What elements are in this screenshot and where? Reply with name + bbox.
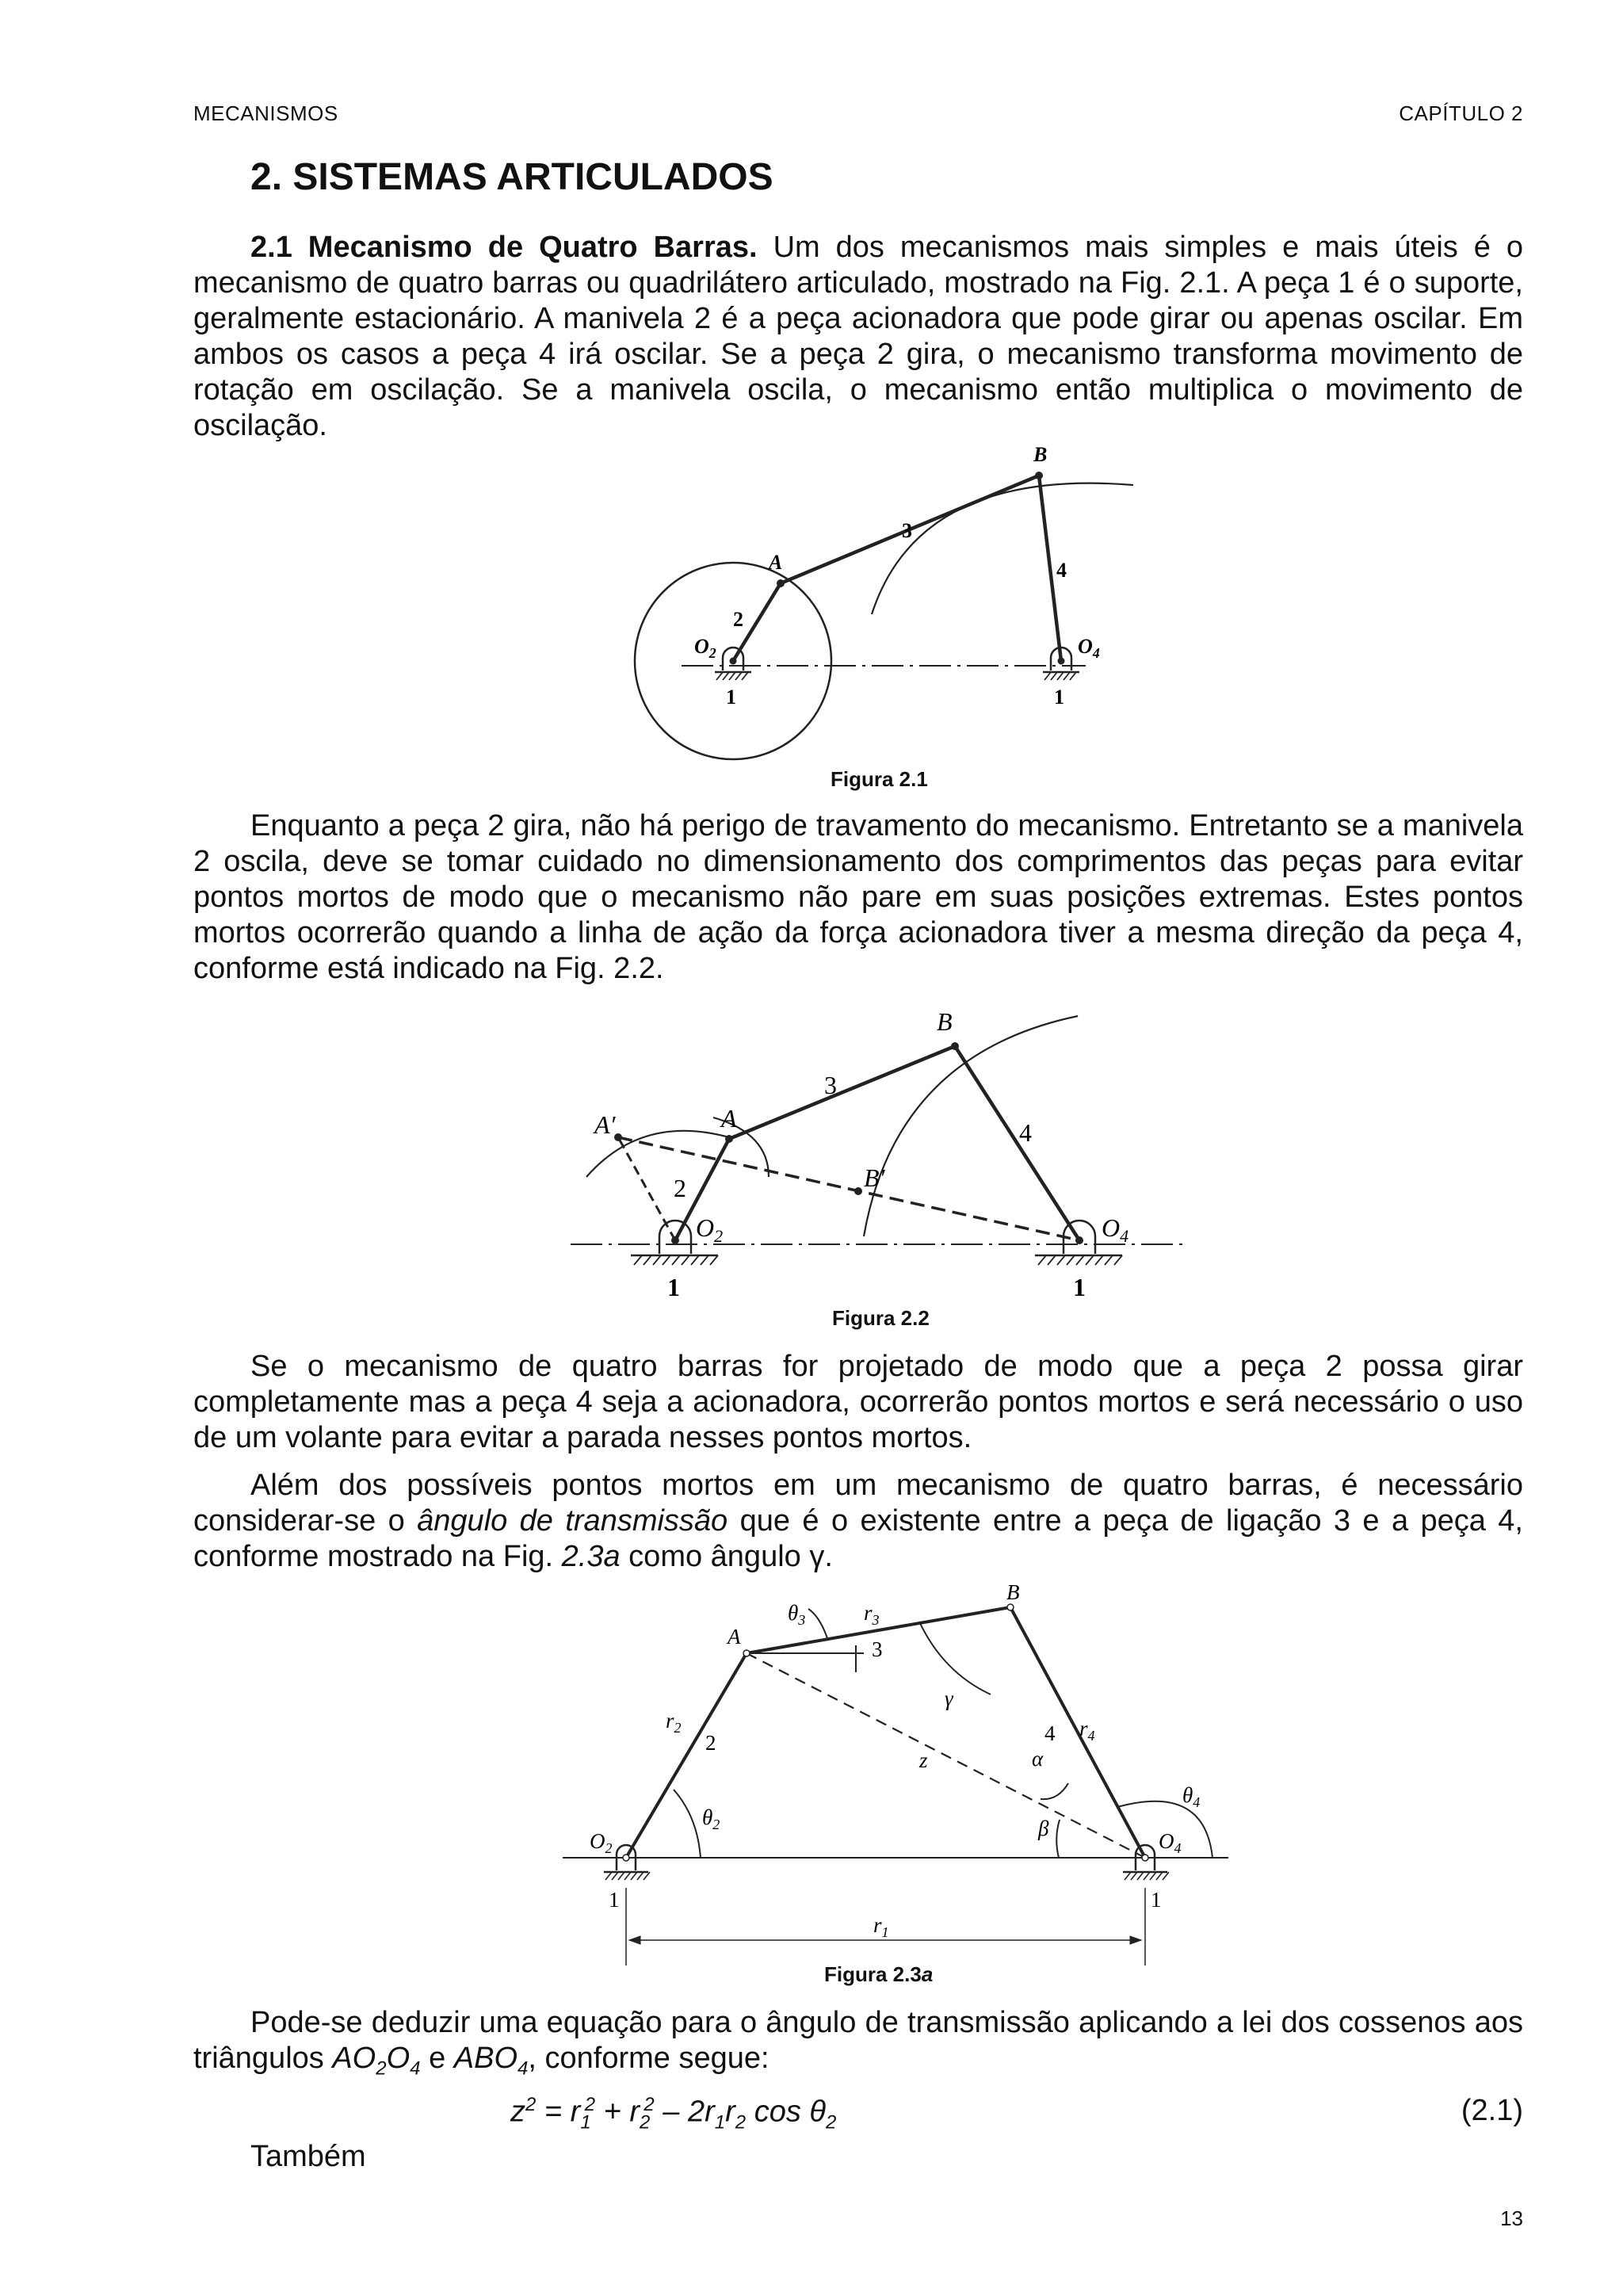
paragraph-transmission-angle: [193, 1468, 1523, 1575]
fig3-label-theta4: $\theta_4$: [1182, 1783, 1201, 1810]
fig3-label-b: B: [1006, 1580, 1020, 1604]
fig3-label-3: 3: [872, 1637, 883, 1661]
diagonal-z: [747, 1653, 1145, 1858]
chapter-title: 2. SISTEMAS ARTICULADOS: [250, 156, 773, 198]
paragraph-law-of-cosines: [193, 2005, 1523, 2087]
fig3-label-alpha: α: [1032, 1747, 1044, 1771]
fig2-label-4: 4: [1019, 1118, 1032, 1147]
figure-2-3a-caption: [824, 1962, 933, 1987]
link-2-prime: [618, 1137, 675, 1240]
triangle-abo4: $ABO_4$: [453, 2042, 529, 2080]
triangle-ao2o4: $AO_2O_4$: [332, 2042, 421, 2080]
paragraph-dead-points: [193, 808, 1523, 987]
paragraph-intro: [193, 230, 1523, 444]
header-right: CAPÍTULO 2: [1399, 101, 1523, 125]
fig3-label-gamma: γ: [945, 1687, 953, 1710]
theta2-arc: [674, 1790, 701, 1858]
figure-2-1-caption: Figura 2.1: [831, 767, 928, 791]
theta3-arrow: [808, 1609, 828, 1641]
term-transmission-angle: ângulo de transmissão: [417, 1504, 728, 1538]
link-3: [729, 1046, 955, 1139]
fig3-label-o4: $O_4$: [1159, 1829, 1182, 1856]
fig2-label-o2: $O_2$: [696, 1213, 724, 1246]
p4-text-b: que é o existente entre a peça de ligação 3 e a peça 4, conforme mostrado na Fig.: [193, 1504, 1523, 1573]
fig2-label-2: 2: [674, 1174, 686, 1202]
equation-2-1: $z^2 = r_1^2 + r_2^2 - 2r_1r_2$ $\cos \theta_2$: [510, 2094, 837, 2134]
p5-text-end: , conforme segue:: [528, 2042, 769, 2075]
paragraph-dead-points-text: Enquanto a peça 2 gira, não há perigo de travamento do mecanismo. Entretanto se a manivela 2 oscila, deve se tomar cuidado no dimensionamento dos comprimentos das peças para evitar pontos mortos de modo que o mecanismo não pare em suas posições extremas. Estes pontos mortos ocorrerão quando a linha de ação da força acionadora tiver a mesma direção da peça 4, conforme está indicado na Fig. 2.2.: [193, 809, 1523, 985]
p4-text-a: Além dos possíveis pontos mortos em um mecanismo de quatro barras, é necessário considerar-se o: [193, 1469, 1523, 1538]
equation-number: (2.1): [1461, 2094, 1523, 2127]
fig3-label-2: 2: [705, 1731, 716, 1755]
figure-2-3a-caption-text: Figura 2.3: [824, 1962, 922, 1986]
fig2-label-a: A: [721, 1104, 737, 1133]
fig1-label-b: B: [1033, 443, 1048, 466]
fig2-label-3: 3: [824, 1071, 837, 1099]
fig2-ground-1b: 1: [1073, 1273, 1086, 1301]
section-heading: 2.1 Mecanismo de Quatro Barras.: [250, 231, 758, 264]
fig1-label-2: 2: [733, 608, 743, 631]
fig2-label-o4: $O_4$: [1102, 1213, 1129, 1246]
fig1-label-3: 3: [902, 519, 912, 542]
fig1-label-o2: $O_2$: [694, 635, 716, 661]
fig2-label-b-prime: B′: [864, 1163, 885, 1192]
figure-2-2-caption: Figura 2.2: [832, 1306, 930, 1330]
fig2-ground-1a: 1: [667, 1273, 680, 1301]
p4-text-c: como ângulo γ.: [620, 1540, 833, 1573]
fig1-label-a: A: [769, 551, 783, 574]
fig3-ground-1b: 1: [1151, 1888, 1162, 1912]
header-left: MECANISMOS: [193, 101, 338, 125]
fig1-label-o4: $O_4$: [1078, 635, 1100, 661]
figure-2-1: [618, 444, 1157, 761]
fig1-ground-1b: 1: [1054, 686, 1064, 709]
figure-2-3a-caption-suffix: a: [921, 1962, 934, 1986]
fig1-label-4: 4: [1056, 559, 1067, 582]
paragraph-intro-text: Um dos mecanismos mais simples e mais úteis é o mecanismo de quatro barras ou quadrilátero articulado, mostrado na Fig. 2.1. A peça 1 é o suporte, geralmente estacionário. A manivela 2 é a peça acionadora que pode girar ou apenas oscilar. Em ambos os casos a peça 4 irá oscilar. Se a peça 2 gira, o mecanismo transforma movimento de rotação em oscilação. Se a manivela oscila, o mecanismo então multiplica o movimento de oscilação.: [193, 231, 1523, 442]
figure-2-3a: [547, 1580, 1244, 1973]
fig2-label-b: B: [937, 1007, 953, 1036]
paragraph-flywheel-text: Se o mecanismo de quatro barras for projetado de modo que a peça 2 possa girar completamente mas a peça 4 seja a acionadora, ocorrerão pontos mortos e será necessário o uso de um volante para evitar a parada nesses pontos mortos.: [193, 1350, 1523, 1454]
link-4: [1010, 1607, 1145, 1858]
beta-arc: [1056, 1820, 1060, 1858]
fig3-label-beta: β: [1038, 1817, 1049, 1840]
paragraph-flywheel: [193, 1349, 1523, 1456]
fig1-ground-1a: 1: [726, 686, 736, 709]
fig3-label-a: A: [727, 1625, 741, 1648]
fig3-ground-1a: 1: [609, 1888, 620, 1912]
paragraph-tambem: Também: [250, 2140, 366, 2173]
fig3-label-theta3: $\theta_3$: [788, 1601, 806, 1628]
fig3-label-r2: $r_2$: [666, 1709, 682, 1736]
fig3-label-theta2: $\theta_2$: [702, 1805, 720, 1832]
arc-b: [872, 483, 1133, 614]
page-number: 13: [1500, 2206, 1523, 2230]
link-4: [955, 1046, 1079, 1240]
fig3-label-r3: $r_3$: [864, 1601, 880, 1628]
figure-2-2: [571, 999, 1205, 1308]
fig2-label-a-prime: A′: [594, 1110, 616, 1139]
fig3-label-4: 4: [1044, 1721, 1056, 1745]
fig3-label-r1: $r_1$: [873, 1913, 889, 1940]
fig3-label-o2: $O_2$: [590, 1829, 613, 1856]
p5-text-mid: e: [420, 2042, 454, 2075]
arc-b: [864, 1016, 1078, 1236]
fig-ref-2-3a: 2.3a: [561, 1540, 621, 1573]
fig3-label-z: z: [919, 1748, 928, 1772]
fig3-label-r4: $r_4$: [1079, 1717, 1095, 1744]
gamma-arc: [919, 1622, 991, 1694]
alpha-arc: [1041, 1783, 1068, 1799]
link-2: [626, 1653, 747, 1858]
p5-text-a: Pode-se deduzir uma equação para o ângulo de transmissão aplicando a lei dos cossenos aos triângulos: [193, 2006, 1523, 2075]
